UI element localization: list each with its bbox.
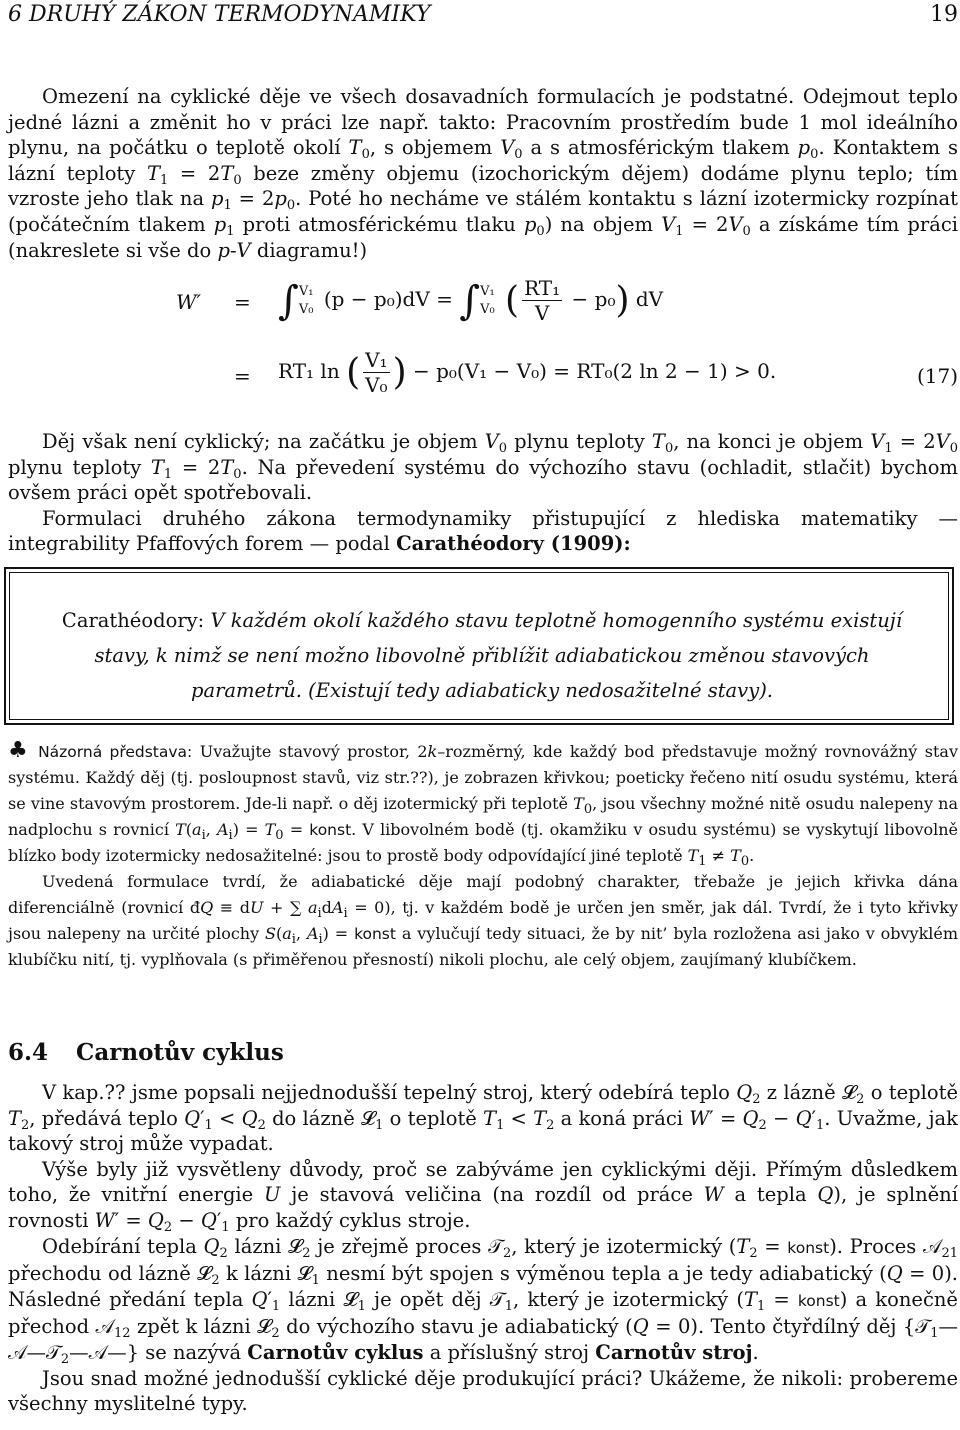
section-heading: 6.4 Carnotův cyklus	[8, 1039, 284, 1066]
after-equation-text: Děj však není cyklický; na začátku je objem $V_0$ plynu teploty $T_0$, na konci je objem $V_1 = 2V_0$ plynu teploty $T_1 = 2T_0$. Na převedení systému do výchozího stavu (ochladit, stlačit) bychom ovšem práci opět spotřebovali. Formulaci druhého zákona termodynamiky přistupující z hlediska matematiky — integrability Pfaffových forem — podal Carathéodory (1909):	[8, 430, 958, 556]
page-number: 19	[930, 2, 958, 27]
running-header	[8, 2, 958, 32]
eq-sign: =	[234, 290, 251, 314]
club-icon: ♣	[8, 738, 31, 763]
page: 6 DRUHÝ ZÁKON TERMODYNAMIKY 19 Omezení na cyklické děje ve všech dosavadních formulacích je podstatné. Odejmout teplo jedné lázni a změnit ho v práci lze např. takto: Pracovním prostředím bude 1 mol ideálního plynu, na počátku o teplotě okolí $T_0$, s objemem $V_0$ a s atmosférickým tlakem $p_0$. Kontaktem s lázní teploty $T_1 = 2T_0$ beze změny objemu (izochorickým dějem) dodáme plynu teplo; tím vzroste jeho tlak na $p_1 = 2p_0$. Poté ho necháme ve stálém kontaktu s lázní izotermicky rozpínat (počátečním tlakem $p_1$ proti atmosférickému tlaku $p_0$) na objem $V_1 = 2V_0$ a získáme tím práci (nakreslete si vše do p-V diagramu!) W′ = ∫ V₁ V₀ (p − p₀)dV = ∫ V₁ V₀ ( $\frac{\text{RT₁}}{V}$ − p₀) dV = RT₁ ln ( $\frac{\text{V₁}}{\text{V₀}}$ ) − p₀(V₁ − V₀) = RT₀(2 ln 2 − 1) > 0. (17) Děj však není cyklický; na začátku je objem $V_0$ plynu teploty $T_0$, na konci je objem $V_1 = 2V_0$ plynu teploty $T_1 = 2T_0$. Na převedení systému do výchozího stavu (ochladit, stlačit) bychom ovšem práci opět spotřebovali. Formulaci druhého zákona termodynamiky přistupující z hlediska matematiky — integrability Pfaffových forem — podal Carathéodory (1909): Carathéodory: V každém okolí každého stavu teplotně homogenního systému existují stavy, k nimž se není možno libovolně přiblížit adiabatickou změnou stavových parametrů. (Existují tedy adiabaticky nedosažitelné stavy). ♣ Názorná představa: Uvažujte stavový prostor, 2k–rozměrný, kde každý bod představuje možný rovnovážný stav systému. Každý děj (tj. posloupnost stavů, viz str.??), je zobrazen křivkou; poeticky řečeno nití osudu systému, která se vine stavovým prostorem. Jde-li např. o děj izotermický při teplotě $T_0$, jsou všechny možné nitě osudu nalepeny na nadplochu s rovnicí $T(a_i$, $A_i) = T_0$ = konst. V libovolném bodě (tj. okamžiku v osudu systému) se vyskytují libovolně blízko body izotermicky nedosažitelné: jsou to prostě body odpovídající jiné teplotě $T_1 \ne T_0$. Uvedená formulace tvrdí, že adiabatické děje mají podobný charakter, třebaže je jejich křivka dána diferenciálně (rovnicí đQ ≡ dU + ∑ $a_idA_i = 0$), tj. v každém bodě je určen jen směr, jak dál. Tvrdí, že i tyto křivky jsou nalepeny na určité plochy $S(a_i$, $A_i$) = konst a vylučují tedy situaci, že by nit’ byla rozložena asi jako v obvyklém klubíčku nití, tj. vyplňovala (s přiměřenou přesností) nikoli plochu, ale celý objem, zaujímaný klubíčkem. 6.4 Carnotův cyklus V kap.?? jsme popsali nejjednodušší tepelný stroj, který odebírá teplo $Q_2$ z lázně 𝓛$_2$ o teplotě $T_2$, předává teplo $Q'_1 < Q_2$ do lázně 𝓛$_1$ o teplotě $T_1 < T_2$ a koná práci $W' = Q_2 - Q'_1$. Uvažme, jak takový stroj může vypadat. Výše byly již vysvětleny důvody, proč se zabýváme jen cyklickými ději. Přímým důsledkem toho, že vnitřní energie U je stavová veličina (na rozdíl od práce W a tepla Q), je splnění rovnosti $W' = Q_2 - Q'_1$ pro každý cyklus stroje. Odebírání tepla $Q_2$ lázni 𝓛$_2$ je zřejmě proces 𝒯$_2$, který je izotermický ($T_2$ = konst). Proces 𝒜$_{21}$ přechodu od lázně 𝓛$_2$ k lázni 𝓛$_1$ nesmí být spojen s výměnou tepla a je tedy adiabatický (Q = 0). Následné předání tepla $Q'_1$ lázni 𝓛$_1$ je opět děj 𝒯$_1$, který je izotermický ($T_1$ = konst) a konečně přechod 𝒜$_{12}$ zpět k lázni 𝓛$_2$ do výchozího stavu je adiabatický (Q = 0). Tento čtyřdílný děj {𝒯$_1$—𝒜—𝒯$_2$—𝒜—} se nazývá Carnotův cyklus a příslušný stroj Carnotův stroj. Jsou snad možné jednodušší cyklické děje produkující práci? Ukážeme, že nikoli: probereme všechny myslitelné typy.	[0, 0, 960, 1430]
statement-text: V každém okolí každého stavu teplotně homogenního systému existují stavy, k nimž se není možno libovolně přiblížit adiabatickou změnou stavových parametrů. (Existují tedy adiabaticky nedosažitelné stavy).	[94, 609, 903, 702]
intuition-note: ♣ Názorná představa: Uvažujte stavový prostor, 2k–rozměrný, kde každý bod představuje možný rovnovážný stav systému. Každý děj (tj. posloupnost stavů, viz str.??), je zobrazen křivkou; poeticky řečeno nití osudu systému, která se vine stavovým prostorem. Jde-li např. o děj izotermický při teplotě $T_0$, jsou všechny možné nitě osudu nalepeny na nadplochu s rovnicí $T(a_i$, $A_i) = T_0$ = konst. V libovolném bodě (tj. okamžiku v osudu systému) se vyskytují libovolně blízko body izotermicky nedosažitelné: jsou to prostě body odpovídající jiné teplotě $T_1 \ne T_0$. Uvedená formulace tvrdí, že adiabatické děje mají podobný charakter, třebaže je jejich křivka dána diferenciálně (rovnicí đQ ≡ dU + ∑ $a_idA_i = 0$), tj. v každém bodě je určen jen směr, jak dál. Tvrdí, že i tyto křivky jsou nalepeny na určité plochy $S(a_i$, $A_i$) = konst a vylučují tedy situaci, že by nit’ byla rozložena asi jako v obvyklém klubíčku nití, tj. vyplňovala (s přiměřenou přesností) nikoli plochu, ale celý objem, zaujímaný klubíčkem.	[8, 738, 959, 969]
equation-number: (17)	[916, 364, 958, 388]
intro-paragraph: Omezení na cyklické děje ve všech dosavadních formulacích je podstatné. Odejmout teplo jedné lázni a změnit ho v práci lze např. takto: Pracovním prostředím bude 1 mol ideálního plynu, na počátku o teplotě okolí $T_0$, s objemem $V_0$ a s atmosférickým tlakem $p_0$. Kontaktem s lázní teploty $T_1 = 2T_0$ beze změny objemu (izochorickým dějem) dodáme plynu teplo; tím vzroste jeho tlak na $p_1 = 2p_0$. Poté ho necháme ve stálém kontaktu s lázní izotermicky rozpínat (počátečním tlakem $p_1$ proti atmosférickému tlaku $p_0$) na objem $V_1 = 2V_0$ a získáme tím práci (nakreslete si vše do p-V diagramu!)	[8, 85, 958, 262]
eq-lhs: W′	[176, 290, 202, 314]
statement-lead: Carathéodory:	[61, 609, 205, 632]
carathéodory-statement-box	[4, 567, 954, 725]
chapter-title: 6 DRUHÝ ZÁKON TERMODYNAMIKY	[8, 2, 431, 27]
eq-line2: RT₁ ln ( $\frac{\text{V₁}}{\text{V₀}}$ ) − p₀(V₁ − V₀) = RT₀(2 ln 2 − 1) > 0.	[278, 348, 777, 397]
carnot-section-body: V kap.?? jsme popsali nejjednodušší tepelný stroj, který odebírá teplo $Q_2$ z lázně 𝓛$_2$ o teplotě $T_2$, předává teplo $Q'_1 < Q_2$ do lázně 𝓛$_1$ o teplotě $T_1 < T_2$ a koná práci $W' = Q_2 - Q'_1$. Uvažme, jak takový stroj může vypadat. Výše byly již vysvětleny důvody, proč se zabýváme jen cyklickými ději. Přímým důsledkem toho, že vnitřní energie U je stavová veličina (na rozdíl od práce W a tepla Q), je splnění rovnosti $W' = Q_2 - Q'_1$ pro každý cyklus stroje. Odebírání tepla $Q_2$ lázni 𝓛$_2$ je zřejmě proces 𝒯$_2$, který je izotermický ($T_2$ = konst). Proces 𝒜$_{21}$ přechodu od lázně 𝓛$_2$ k lázni 𝓛$_1$ nesmí být spojen s výměnou tepla a je tedy adiabatický (Q = 0). Následné předání tepla $Q'_1$ lázni 𝓛$_1$ je opět děj 𝒯$_1$, který je izotermický ($T_1$ = konst) a konečně přechod 𝒜$_{12}$ zpět k lázni 𝓛$_2$ do výchozího stavu je adiabatický (Q = 0). Tento čtyřdílný děj {𝒯$_1$—𝒜—𝒯$_2$—𝒜—} se nazývá Carnotův cyklus a příslušný stroj Carnotův stroj. Jsou snad možné jednodušší cyklické děje produkující práci? Ukážeme, že nikoli: probereme všechny myslitelné typy.	[8, 1081, 958, 1416]
eq-line1: ∫ V₁ V₀ (p − p₀)dV = ∫ V₁ V₀ ( $\frac{\text{RT₁}}{V}$ − p₀) dV	[278, 276, 664, 325]
